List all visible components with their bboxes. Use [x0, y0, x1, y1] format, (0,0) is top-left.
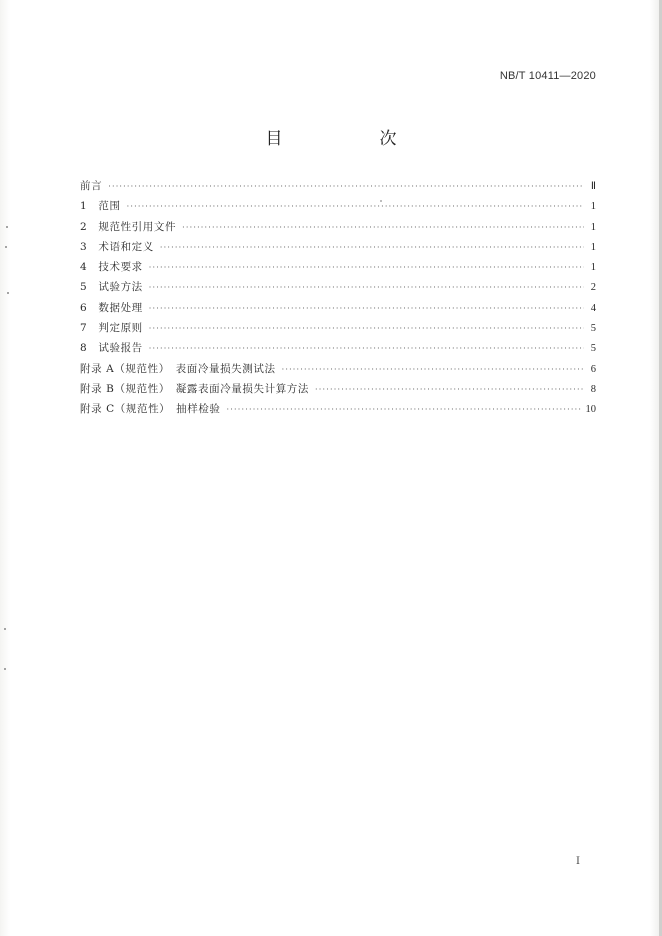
toc-entry-page: 1 [590, 221, 596, 233]
toc-entry-page: 10 [585, 404, 596, 416]
toc-leader-dots [108, 182, 584, 191]
toc-entry-label: 附录 A（规范性） 表面冷量损失测试法 [80, 362, 276, 375]
toc-entry-page: 5 [590, 343, 596, 355]
toc-leader-dots [149, 304, 584, 313]
toc-entry-page: 4 [590, 302, 596, 314]
toc-leader-dots [149, 283, 584, 292]
toc-leader-dots [149, 263, 584, 272]
standard-code: NB/T 10411—2020 [499, 70, 596, 82]
toc-leader-dots [127, 202, 584, 211]
scan-speck [4, 628, 6, 630]
toc-leader-dots [227, 405, 582, 414]
toc-leader-dots [315, 385, 584, 394]
toc-entry-scope[interactable] [80, 198, 596, 218]
toc-leader-dots [182, 223, 584, 232]
toc-entry-annex-b[interactable] [80, 381, 596, 401]
scan-speck [6, 226, 8, 228]
toc-entry-technical-requirements[interactable] [80, 259, 596, 279]
toc-entry-terms[interactable] [80, 239, 596, 259]
toc-entry-test-report[interactable] [80, 340, 596, 360]
toc-leader-dots [149, 324, 584, 333]
table-of-contents [80, 178, 596, 422]
toc-entry-label: 2 规范性引用文件 [80, 220, 177, 233]
toc-entry-page: 1 [590, 201, 596, 213]
toc-leader-dots [160, 243, 584, 252]
toc-entry-label: 4 技术要求 [80, 261, 143, 274]
toc-entry-foreword[interactable] [80, 178, 596, 198]
toc-entry-annex-c[interactable] [80, 401, 596, 421]
toc-entry-label: 5 试验方法 [80, 281, 143, 294]
toc-entry-label: 3 术语和定义 [80, 240, 154, 253]
page-number: I [576, 856, 580, 867]
toc-entry-page: 2 [590, 282, 596, 294]
scan-speck [5, 246, 7, 248]
toc-entry-test-methods[interactable] [80, 279, 596, 299]
toc-entry-label: 1 范围 [80, 200, 121, 213]
toc-entry-label: 7 判定原则 [80, 322, 143, 335]
toc-entry-label: 前言 [80, 180, 103, 192]
toc-entry-page: 6 [590, 363, 596, 375]
toc-entry-label: 附录 B（规范性） 凝露表面冷量损失计算方法 [80, 382, 310, 395]
toc-entry-page: 8 [590, 383, 596, 395]
toc-entry-judgement-principles[interactable] [80, 320, 596, 340]
toc-entry-page: 5 [590, 323, 596, 335]
toc-entry-annex-a[interactable] [80, 361, 596, 381]
scan-speck [4, 668, 6, 670]
scan-speck [7, 292, 9, 294]
toc-entry-page: Ⅱ [590, 181, 596, 192]
toc-entry-data-processing[interactable] [80, 300, 596, 320]
toc-entry-label: 附录 C（规范性） 抽样检验 [80, 403, 221, 416]
toc-entry-label: 6 数据处理 [80, 301, 143, 314]
toc-entry-normative-references[interactable] [80, 219, 596, 239]
toc-entry-page: 1 [590, 262, 596, 274]
scan-speck [380, 200, 382, 202]
toc-title: 目 次 [265, 129, 437, 149]
toc-leader-dots [282, 365, 584, 374]
toc-entry-page: 1 [590, 241, 596, 253]
toc-entry-label: 8 试验报告 [80, 342, 143, 355]
toc-leader-dots [149, 344, 584, 353]
